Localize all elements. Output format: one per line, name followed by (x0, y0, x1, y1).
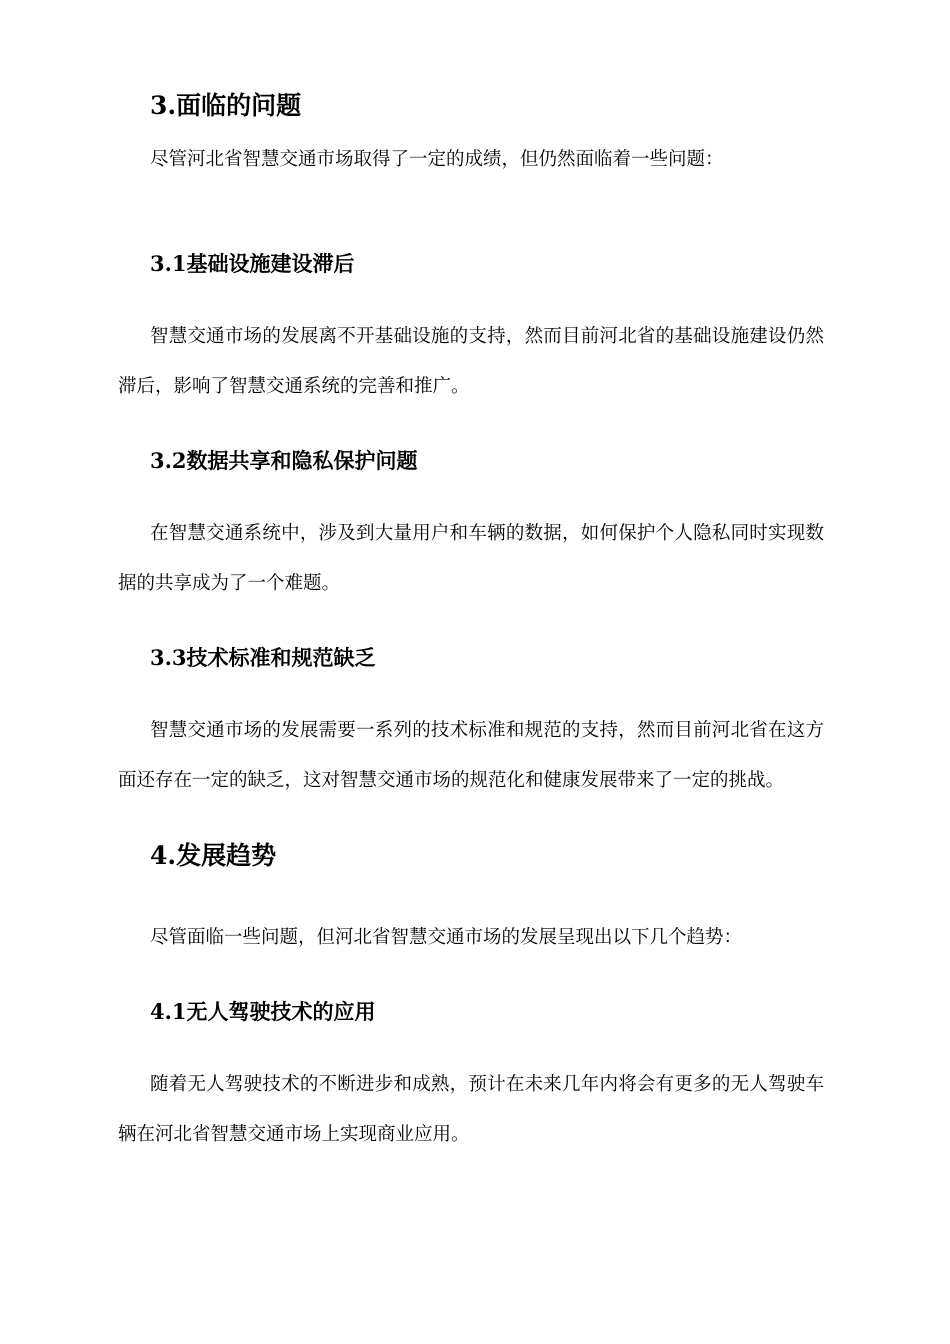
section-3-1-heading: 3.1基础设施建设滞后 (150, 251, 355, 276)
section-4-heading: 4.发展趋势 (150, 841, 277, 870)
section-3-2-paragraph: 在智慧交通系统中，涉及到大量用户和车辆的数据，如何保护个人隐私同时实现数据的共享成为了一个难题。 (118, 523, 824, 594)
section-3-2-heading: 3.2数据共享和隐私保护问题 (150, 448, 418, 473)
section-4-intro: 尽管面临一些问题，但河北省智慧交通市场的发展呈现出以下几个趋势： (150, 927, 743, 948)
section-3-intro: 尽管河北省智慧交通市场取得了一定的成绩，但仍然面临着一些问题： (150, 149, 724, 170)
section-3-heading: 3.面临的问题 (150, 91, 302, 120)
section-3-1-paragraph: 智慧交通市场的发展离不开基础设施的支持，然而目前河北省的基础设施建设仍然滞后，影响了智慧交通系统的完善和推广。 (118, 326, 824, 397)
section-3-3-heading: 3.3技术标准和规范缺乏 (150, 645, 376, 670)
section-4-1-heading: 4.1无人驾驶技术的应用 (150, 999, 376, 1024)
section-4-1-paragraph: 随着无人驾驶技术的不断进步和成熟，预计在未来几年内将会有更多的无人驾驶车辆在河北省智慧交通市场上实现商业应用。 (118, 1074, 824, 1145)
section-3-3-paragraph: 智慧交通市场的发展需要一系列的技术标准和规范的支持，然而目前河北省在这方面还存在一定的缺乏，这对智慧交通市场的规范化和健康发展带来了一定的挑战。 (118, 720, 824, 791)
